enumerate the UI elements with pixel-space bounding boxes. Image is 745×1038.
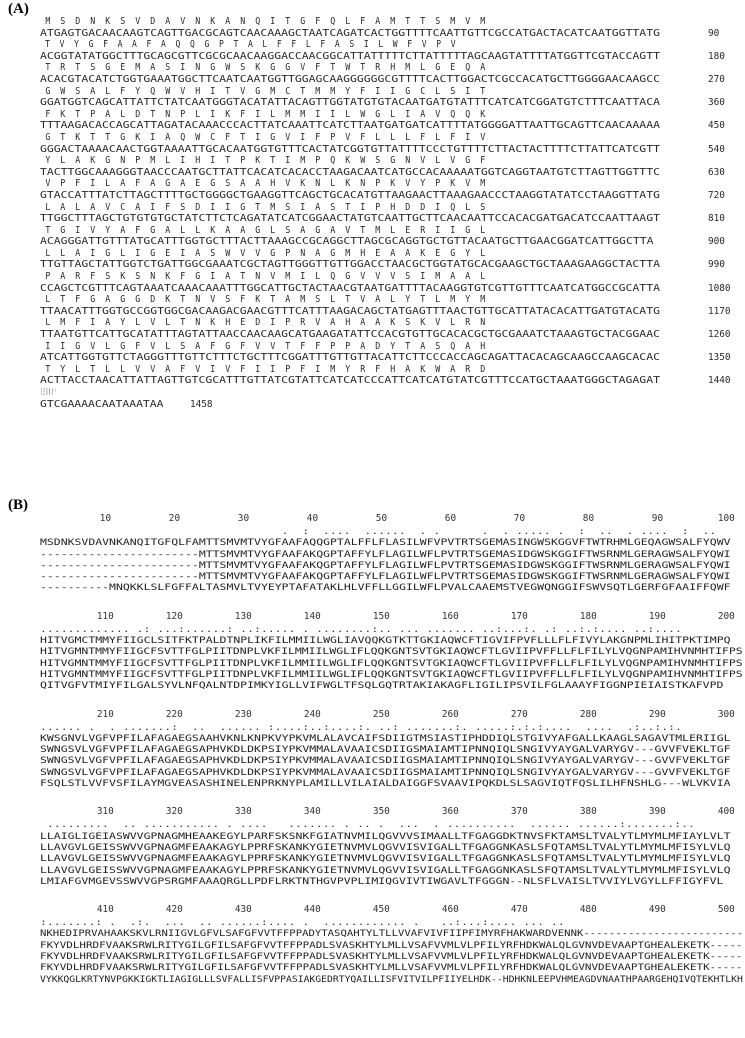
aa-translation-row: L T F G A G G D K T N V S F K T A M S L T V A L Y T L M Y M (45, 294, 486, 306)
nucleotide-row (40, 283, 740, 295)
aa-translation-row: P A R F S K S N K F G I A T N V M I L Q G V V V S I M A A L (45, 271, 486, 283)
ruler-tick-label: 490 (648, 904, 666, 916)
ruler-tick-label: 180 (579, 610, 597, 622)
ruler-tick-label: 300 (717, 708, 735, 720)
alignment-block (40, 611, 742, 693)
nucleotide-row (40, 28, 740, 40)
nucleotide-sequence-text: CCAGCTCGTTTCAGTAAATCAAACAAATTTGGCATTGCTACTAACGTAATGATTTTACAAGGTGTCGTTGTTTCAATCATGGCCGCATTA (40, 282, 660, 294)
position-ruler (40, 513, 742, 527)
ruler-tick-label: 220 (165, 708, 183, 720)
aa-translation-row: Y L A K G N P M L I H I T P K T I M P Q K W S G N V L V G F (45, 155, 486, 167)
ruler-tick-label: 70 (513, 513, 526, 524)
ruler-tick-label: 420 (165, 904, 183, 916)
ruler-tick-label: 140 (303, 610, 321, 622)
aligned-sequence-row: HITVGMNTMMYFIIGCFSVTTFGLPIITDNPLVKFILMMIILWGLIFLQQKGNTSVTGKIAQWCFTLGVIIPVFFLLFLFILYLVQGNPAMIHVNMHTIFPS (40, 647, 743, 658)
nucleotide-position: 1260 (708, 329, 731, 341)
aa-translation-row: V P F I L A F A G A E G S A A H V K N L K N P K V Y P K V M (45, 178, 486, 190)
ruler-tick-label: 290 (648, 708, 666, 720)
aligned-sequence-row: SWNGSVLVGFVPFILAFAGAEGSAPHVKDLDKPSIYPKVMMALAVAAICSDIIGSMAIAMTIPNNQIQLSNGIVYAYGALVARYGV---GVVFVEKLTGF (40, 745, 731, 756)
aa-translation-row: I I G V L G F V L S A F G F V V T F F P P A D Y T A S Q A H (45, 340, 486, 352)
ruler-tick-label: 320 (165, 806, 183, 818)
position-ruler (40, 611, 742, 625)
nucleotide-sequence-text: GGGACTAAAACAACTGGTAAAATTGCACAATGGTGTTTCACTATCGGTGTTATTTTCCCTGTTTTCTTACTACTTTTCTTATTCATCGTT (40, 143, 660, 155)
aligned-sequence-row: LLAIGLIGEIASWVVGPNAGMHEAAKEGYLPARFSKSNKFGIATNVMILQGVVVSIMAALLTFGAGGDKTNVSFKTAMSLTVALYTLMYMLMFIAYLVLT (40, 831, 731, 842)
ruler-tick-label: 360 (441, 806, 459, 818)
ruler-tick-label: 150 (372, 610, 390, 622)
ruler-tick-label: 460 (441, 904, 459, 916)
aligned-sequence-row: NKHEDIPRVAHAAKSKVLRNIIGVLGFVLSAFGFVVTFFPPADYTASQAHTYLTLLVVAFVIVFIIPFIMYRFHAKWARDVENNK------------------------- (40, 929, 744, 940)
ruler-tick-label: 270 (510, 708, 528, 720)
panel-a-nucleotide-sequence (40, 16, 740, 410)
ruler-tick-label: 60 (444, 513, 457, 524)
ruler-tick-label: 450 (372, 904, 390, 916)
ruler-tick-label: 230 (234, 708, 252, 720)
ruler-tick-label: 20 (168, 513, 181, 524)
conservation-line: ............. .: ...:......: ..:..... . ........:.. ... ....... ..:...:. .: ..:.:.... ..:.... (40, 624, 682, 635)
ruler-tick-label: 110 (96, 610, 114, 622)
nucleotide-position: 1440 (708, 375, 731, 387)
ruler-tick-label: 380 (579, 806, 597, 818)
ruler-tick-label: 470 (510, 904, 528, 916)
aa-translation-row: T V Y G F A A F A Q Q G P T A L F F L F A S I L W F V P V (45, 39, 456, 51)
aligned-sequence-row: LMIAFGVMGEVSSWVVGPSRGMFAAAQRGLLPDFLRKTNTHGVPVPLIMIQGVIVTIWGAVLTFGGGN--NLSFLVAISLTVVIYLVGYLLFFIGYFVL (40, 876, 724, 887)
aa-translation-row: L M F I A Y L V L T N K H E D I P R V A H A A K S K V L R N (45, 317, 486, 329)
aa-translation-row: T R T S G E M A S I N G W S K G G V F T W T R H M L G E Q A (45, 62, 486, 74)
alignment-block (40, 904, 742, 986)
aligned-sequence-row: KWSGNVLVGFVPFILAFAGAEGSAAHVKNLKNPKVYPKVMLALAVCAIFSDIIGTMSIASTIPHDDIQLSTGIVYAFGALLKAAGLSAGAVTMLERIIGL (40, 733, 731, 744)
aligned-sequence-row: ----------MNQKKLSLFGFFALTASMVLTVYEYPTAFATAKLHLVFFLLGGILWFLPVALCAAEMSTVEGWQNGGIFSWVSQTLGERFGFAAIFFQWF (40, 583, 731, 594)
aligned-sequence-row: HITVGMCTMMYFIIGCLSITFKTPALDTNPLIKFILMMIILWGLIAVQQKGTKTTGKIAQWCFTIGVIFPVFLLLFLFIVYLAKGNPMLIHITPKTIMPQ (40, 636, 731, 647)
aligned-sequence-row: SWNGSVLVGFVPFILAFAGAEGSAPHVKDLDKPSIYPKVMMALAVAAICSDIIGSMAIAMTIPNNQIQLSNGIVYAYGALVARYGV---GVVFVEKLTGF (40, 767, 731, 778)
ruler-tick-label: 160 (441, 610, 459, 622)
nucleotide-sequence-text: ACAGGGATTGTTTATGCATTTGGTGCTTTACTTAAAGCCGCAGGCTTAGCGCAGGTGCTGTTACAATGCTTGAACGGATCATTGGCTTA (40, 236, 654, 248)
nucleotide-sequence-text: GTCGAAAACAATAAATAA (40, 398, 164, 410)
aligned-sequence-row: FKYVDLHRDFVAAKSRWLRITYGILGFILSAFGFVVTFFPPADLSVASKHTYLMLLVSAFVVMLVLPFILYRFHDKWALQLGVNVDEVAAPTGHEALEKETK----- (40, 940, 743, 951)
aa-translation-row: G W S A L F Y Q W V H I T V G M C T M M Y F I I G C L S I T (45, 85, 486, 97)
aligned-sequence-row: -----------------------MTTSMVMTVYGFAAFAKQGPTAFFYLFLAGILWFLPVTRTSGEMASIDGWSKGGIFTWSRNMLGERAGWSALFYQWI (40, 549, 731, 560)
nucleotide-row (40, 144, 740, 156)
nucleotide-position: 360 (708, 97, 725, 109)
position-ruler (40, 806, 742, 820)
ruler-tick-label: 50 (375, 513, 388, 524)
nucleotide-position: 90 (708, 27, 720, 39)
nucleotide-sequence-text: ATGAGTGACAACAAGTCAGTTGACGCAGTCAACAAAGCTAATCAGATCACTGGTTTTCAATTGTTCGCCATGACTACATCAATGGTTATG (40, 27, 660, 39)
ruler-tick-label: 310 (96, 806, 114, 818)
ruler-tick-label: 210 (96, 708, 114, 720)
nucleotide-position: 1170 (708, 305, 731, 317)
ruler-tick-label: 90 (651, 513, 664, 524)
nucleotide-position: 630 (708, 166, 725, 178)
nucleotide-position: 1350 (708, 352, 731, 364)
nucleotide-sequence-text: ATCATTGGTGTTCTAGGGTTTGTTCTTTCTGCTTTCGGATTTGTTGTTACATTCTTCCCACCAGCAGATTACACAGCAAGCCAAGCACAC (40, 352, 660, 364)
aligned-sequence-row: LLAVGVLGEISSWVVGPNAGMFEAAKAGYLPPRFSKANKYGIETNVMVLQGVVISVIGALLTFGAGGNKASLSFQTAMSLTVALYTLMYMLMFISYLVLQ (40, 854, 731, 865)
ruler-tick-label: 100 (717, 513, 735, 524)
ruler-tick-label: 410 (96, 904, 114, 916)
ruler-tick-label: 240 (303, 708, 321, 720)
aligned-sequence-row: LLAVGVLGEISSWVVGPNAGMFEAAKAGYLPPRFSKANKYGIETNVMVLQGVVISVIGALLTFGAGGNKASLSFQTAMSLTVALYTLMYMLMFISYLVLQ (40, 865, 731, 876)
nucleotide-row (40, 375, 740, 387)
ruler-tick-label: 340 (303, 806, 321, 818)
nucleotide-sequence-text: TTGGCTTTAGCTGTGTGTGCTATCTTCTCAGATATCATCGGAACTATGTCAATTGCTTCAACAATTCCACACGATGACATCCAATTAAGT (40, 213, 660, 225)
conservation-line: ......... .. ........... . .... ....... . .. . ... . .......... ...... ......:.......:.. (40, 820, 695, 831)
nucleotide-position: 810 (708, 213, 725, 225)
nucleotide-row (40, 51, 740, 63)
nucleotide-position: 450 (708, 120, 725, 132)
ruler-tick-label: 440 (303, 904, 321, 916)
conservation-line: :.......: . .:. ... .. ......:.... . ............ . ..:...:.... ... .. (40, 918, 565, 929)
nucleotide-row (40, 213, 740, 225)
ruler-tick-label: 120 (165, 610, 183, 622)
ruler-tick-label: 30 (237, 513, 250, 524)
alignment-block (40, 709, 742, 791)
alignment-block (40, 806, 742, 888)
ruler-tick-label: 200 (717, 610, 735, 622)
nucleotide-row (40, 97, 740, 109)
nucleotide-sequence-text: TACTTGGCAAAGGGTAACCCAATGCTTATTCACATCACACCTAAGACAATCATGCCACAAAAATGGTCAGGTAATGTCTTAGTTGGTTTC (40, 166, 660, 178)
ruler-tick-label: 130 (234, 610, 252, 622)
aa-translation-row: T G I V Y A F G A L L K A A G L S A G A V T M L E R I I G L (45, 224, 486, 236)
ruler-tick-label: 280 (579, 708, 597, 720)
aa-translation-row: T Y L T L L V V A F V I V F I I P F I M Y R F H A K W A R D (45, 363, 486, 375)
position-ruler (40, 904, 742, 918)
ruler-tick-label: 370 (510, 806, 528, 818)
nucleotide-row (40, 259, 740, 271)
nucleotide-row (40, 329, 740, 341)
aligned-sequence-row: FKYVDLHRDFVAAKSRWLRITYGILGFILSAFGFVVTFFPPADLSVASKHTYLMLLVSAFVVMLVLPFILYRFHDKWALQLGVNVDEVAAPTGHEALEKETK----- (40, 952, 743, 963)
nucleotide-row (40, 352, 740, 364)
ruler-tick-label: 250 (372, 708, 390, 720)
aligned-sequence-row: -----------------------MTTSMVMTVYGFAAFAKQGPTAFFYLFLAGILWFLPVTRTSGEMASIDGWSKGGIFTWSRNMLGERAGWSALFYQWI (40, 560, 731, 571)
nucleotide-sequence-text: TTTAAGACACCAGCATTAGATACAAACCCACTTATCAAATTCATCTTAATGATGATCATTTTATGGGGATTAATTGCAGTTCAACAAAAA (40, 120, 660, 132)
ruler-tick-label: 10 (99, 513, 112, 524)
panel-a-label: (A) (8, 1, 29, 17)
aa-translation-row: L A L A V C A I F S D I I G T M S I A S T I P H D D I Q L S (45, 201, 486, 213)
nucleotide-row (40, 399, 740, 411)
aligned-sequence-row: FKYVDLHRDFVAAKSRWLRITYGILGFILSAFGFVVTFFPPADLSVASKHTYLMLLVSAFVVMLVLPFILYRFHDKWALQLGVNVDEVAAPTGHEALEKETK----- (40, 963, 743, 974)
aligned-sequence-row: LLAVGVLGEISSWVVGPNAGMFEAAKAGYLPPRFSKANKYGIETNVMVLQGVVISVIGALLTFGAGGNKASLSFQTAMSLTVALYTLMYMLMFISYLVLQ (40, 842, 731, 853)
aligned-sequence-row: MSDNKSVDAVNKANQITGFQLFAMTTSMVMTVYGFAAFAQQGPTALFFLFLASILWFVPVTRTSGEMASINGWSKGGVFTWTRHMLGEQAGWSALFYQWV (40, 538, 731, 549)
nucleotide-position: 180 (708, 50, 725, 62)
ruler-tick-label: 190 (648, 610, 666, 622)
nucleotide-position: 1458 (190, 398, 213, 410)
nucleotide-position: 900 (708, 236, 725, 248)
panel-b-alignment (40, 513, 742, 986)
position-ruler (40, 709, 742, 723)
nucleotide-position: 720 (708, 189, 725, 201)
nucleotide-row (40, 74, 740, 86)
aligned-sequence-row: VYKKQGLKRTYNVPGKKIGKTLIAGIGLLLSVFALLISFVPPASIAKGEDRTYQAILLISFVITVILPFIIYELHDK--HDHKNLEEPVHMEAGDVNAATHPAARGEHQIVQTEKHTLKH (40, 974, 743, 985)
nucleotide-sequence-text: GGATGGTCAGCATTATTCTATCAATGGGTACATATTACAGTTGGTATGTGTACAATGATGTATTTCATCATCGGATGTCTTTCAATTACA (40, 97, 660, 109)
aligned-sequence-row: HITVGMNTMMYFIIGCFSVTTFGLPIITDNPLVKFILMMIILWGLIFLQQKGNTSVTGKIAQWCFTLGVIIPVFFLLFLFILYLVQGNPAMIHVNMHTIFPS (40, 669, 743, 680)
aligned-sequence-row: QITVGFVTMIYFILGALSYVLNFQALNTDPIMKYIGLLVIFWGLTFSQLGQTRTAKIAKAGFLIGILIPSVILFGLAAAYFIGGNPIEIAISTKAFVPD (40, 681, 724, 692)
nucleotide-row (40, 306, 740, 318)
aa-translation-row: L L A I G L I G E I A S W V V G P N A G M H E A A K E G Y L (45, 247, 486, 259)
nucleotide-row (40, 167, 740, 179)
ruler-tick-label: 80 (582, 513, 595, 524)
aligned-sequence-row: FSQLSTLVVFVSFILAYMGVEASASHINELENPRKNYPLAMILLVILAIALDAIGGFSVAAVIPQKDLSLSAGVIQTFQSLILHFNSHLG---WLVKVIA (40, 779, 731, 790)
nucleotide-sequence-text: ACACGTACATCTGGTGAAATGGCTTCAATCAATGGTTGGAGCAAGGGGGGCGTTTTCACTTGGACTCGCCACATGCTTGGGGAACAAGCC (40, 73, 660, 85)
ruler-tick-label: 400 (717, 806, 735, 818)
nucleotide-row (40, 236, 740, 248)
ruler-tick-label: 260 (441, 708, 459, 720)
nucleotide-sequence-text: ACTTACCTAACATTATTAGTTGTCGCATTTGTTATCGTATTCATCATCCCATTCATCATGTATCGTTTCCATGCTAAATGGGCTAGAGAT (40, 375, 660, 387)
ruler-tick-label: 170 (510, 610, 528, 622)
nucleotide-sequence-text: GTACCATTTATCTTAGCTTTTGCTGGGGCTGAAGGTTCAGCTGCACATGTTAAGAACTTAAAGAACCCTAAGGTATATCCTAAGGTTATG (40, 189, 660, 201)
aligned-sequence-row: HITVGMNTMMYFIIGCFSVTTFGLPIITDNPLVKFILMMIILWGLIFLQQKGNTSVTGKIAQWCFTLGVIIPVFFLLFLFILYLVQGNPAMIHVNMHTIFPS (40, 658, 743, 669)
nucleotide-row (40, 120, 740, 132)
ruler-tick-label: 390 (648, 806, 666, 818)
ruler-tick-label: 500 (717, 904, 735, 916)
alignment-block (40, 513, 742, 595)
nucleotide-position: 990 (708, 259, 725, 271)
ruler-tick-label: 40 (306, 513, 319, 524)
nucleotide-position: 270 (708, 73, 725, 85)
panel-b-label: (B) (8, 497, 28, 513)
nucleotide-position: 540 (708, 143, 725, 155)
nucleotide-position: 1080 (708, 282, 731, 294)
nucleotide-sequence-text: TTAACATTTGGTGCCGGTGGCGACAAGACGAACGTTTCATTTAAGACAGCTATGAGTTTAACTGTTGCATTATACACATTGATGTACATG (40, 305, 660, 317)
ruler-tick-label: 330 (234, 806, 252, 818)
aa-translation-row: G T K T T G K I A Q W C F T I G V I F P V F L L L F L F I V (45, 131, 486, 143)
nucleotide-row (40, 190, 740, 202)
nucleotide-sequence-text: TTAATGTTCATTGCATATTTAGTATTAACCAACAAGCATGAAGATATTCCACGTGTTGCACACGCTGCGAAATCTAAAGTGCTACGGAAC (40, 329, 660, 341)
ruler-tick-label: 480 (579, 904, 597, 916)
conservation-line: ...... . . .......: .. ...... :....:..:....:. ..: .......:. .....:.:.:.... .... .:..:.:. (40, 722, 682, 733)
ruler-tick-label: 350 (372, 806, 390, 818)
conservation-line: . : .... ...... . . . . ..... . : .. . .... : .. (40, 527, 717, 537)
nucleotide-sequence-text: TTGTTAGCTATTGGTCTGATTGGCGAAATCGCTAGTTGGGTTGTTGGACCTAACGCTGGTATGCACGAAGCTGCTAAAGAAGGCTACTTA (40, 259, 660, 271)
nucleotide-sequence-text: ACGGTATATGGCTTTGCAGCGTTCGCGCAACAAGGACCAACGGCATTATTTTTCTTATTTTTAGCAAGTATTTTATGGTTCGTACCAGTT (40, 50, 660, 62)
aa-translation-row: V E N N K * (40, 387, 56, 398)
aa-translation-row: M S D N K S V D A V N K A N Q I T G F Q L F A M T T S M V M (45, 16, 486, 27)
aligned-sequence-row: -----------------------MTTSMVMTVYGFAAFAKQGPTAFFYLFLAGILWFLPVTRTSGEMASIDGWSKGGIFTWSRNMLGERAGWSALFYQWI (40, 572, 731, 583)
ruler-tick-label: 430 (234, 904, 252, 916)
aligned-sequence-row: SWNGSVLVGFVPFILAFAGAEGSAPHVKDLDKPSIYPKVMMALAVAAICSDIIGSMAIAMTIPNNQIQLSNGIVYAYGALVARYGV---GVVFVEKLTGF (40, 756, 731, 767)
aa-translation-row: F K T P A L D T N P L I K F I L M M I I L W G L I A V Q Q K (45, 108, 486, 120)
